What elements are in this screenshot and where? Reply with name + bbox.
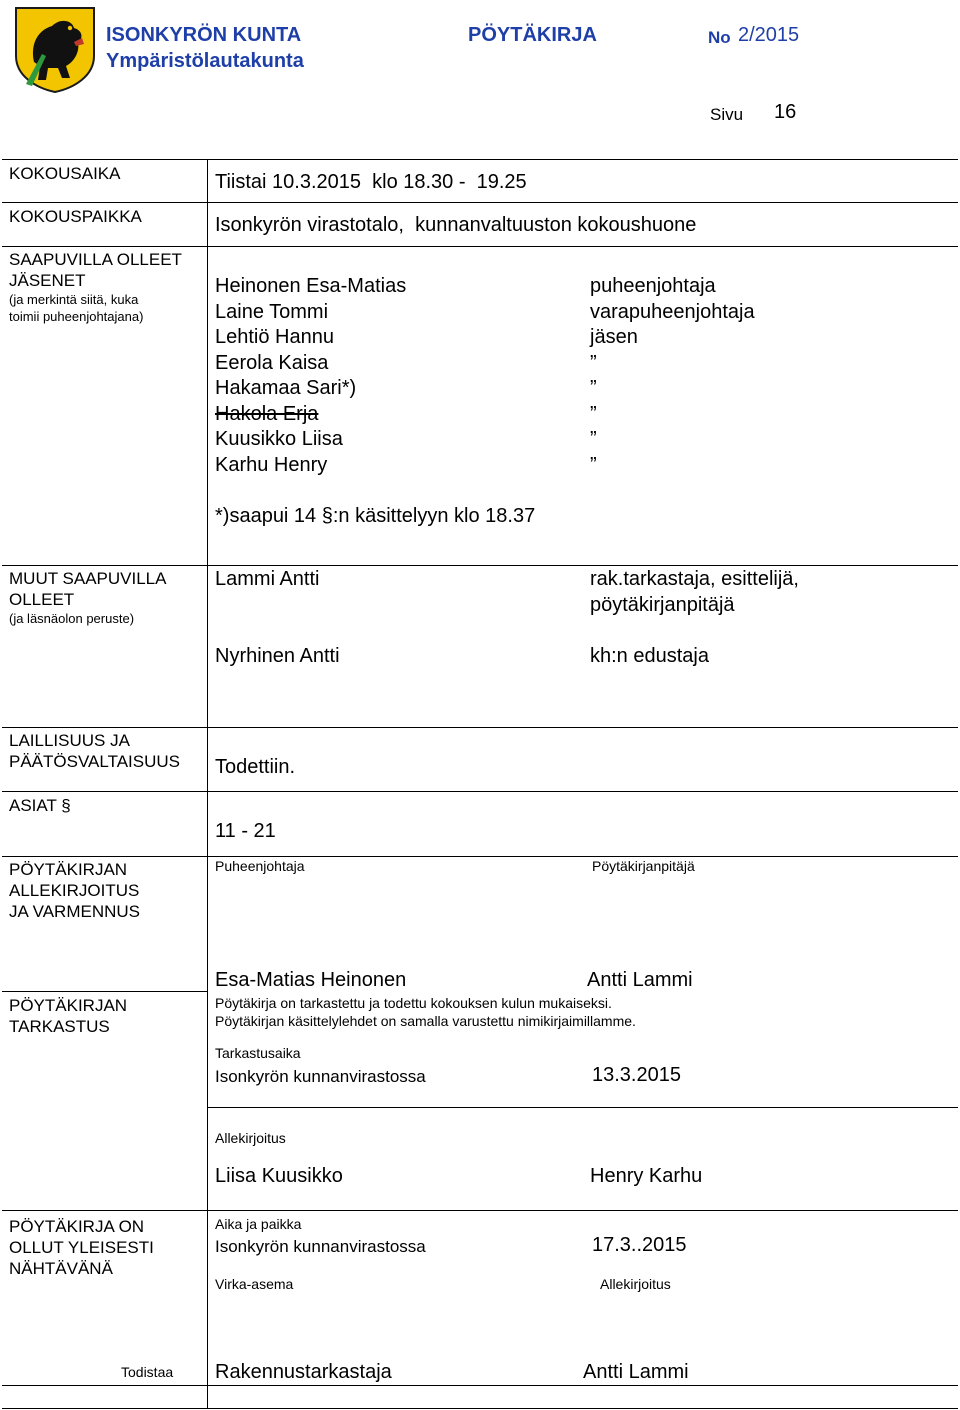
other-person-role: rak.tarkastaja, esittelijä, bbox=[590, 568, 799, 590]
doc-type: PÖYTÄKIRJA bbox=[468, 24, 597, 46]
members-label-note1: (ja merkintä siitä, kuka bbox=[9, 292, 139, 307]
public-label bbox=[9, 1216, 154, 1279]
member-role: ” bbox=[590, 428, 597, 450]
secretary-caption: Pöytäkirjanpitäjä bbox=[592, 858, 695, 874]
review-signature-caption: Allekirjoitus bbox=[215, 1130, 286, 1146]
public-date: 17.3..2015 bbox=[592, 1234, 687, 1256]
other-person-role: kh:n edustaja bbox=[590, 645, 709, 667]
board-name: Ympäristölautakunta bbox=[106, 50, 304, 72]
public-signature-caption: Allekirjoitus bbox=[600, 1276, 671, 1292]
row-divider bbox=[2, 1385, 958, 1386]
legality-label bbox=[9, 730, 180, 772]
others-label-note: (ja läsnäolon peruste) bbox=[9, 611, 135, 626]
review-date: 13.3.2015 bbox=[592, 1064, 681, 1086]
others-label bbox=[9, 568, 166, 627]
meeting-time-label: KOKOUSAIKA bbox=[9, 164, 121, 183]
signing-label-line1: PÖYTÄKIRJAN bbox=[9, 860, 128, 879]
member-role: ” bbox=[590, 453, 597, 476]
row-divider bbox=[2, 202, 958, 203]
doc-number: 2/2015 bbox=[738, 24, 800, 46]
legality-label-line1: LAILLISUUS JA bbox=[9, 731, 130, 750]
signing-label bbox=[9, 859, 140, 922]
meeting-time-value: Tiistai 10.3.2015 klo 18.30 - 19.25 bbox=[215, 171, 527, 193]
row-divider bbox=[207, 1107, 958, 1108]
member-role: jäsen bbox=[590, 326, 638, 348]
certifies-label: Todistaa bbox=[121, 1364, 174, 1380]
other-person-name: Nyrhinen Antti bbox=[215, 645, 340, 667]
member-role: ” bbox=[590, 377, 597, 399]
certifier-name: Antti Lammi bbox=[583, 1361, 689, 1383]
members-label bbox=[9, 249, 182, 325]
public-label-line2: OLLUT YLEISESTI bbox=[9, 1238, 154, 1257]
review-time-caption: Tarkastusaika bbox=[215, 1045, 301, 1061]
member-name: Eerola Kaisa bbox=[215, 351, 329, 374]
other-person-name: Lammi Antti bbox=[215, 568, 320, 590]
matters-label: ASIAT § bbox=[9, 796, 71, 815]
signing-label-line2: ALLEKIRJOITUS bbox=[9, 881, 140, 900]
certifier-position: Rakennustarkastaja bbox=[215, 1361, 392, 1383]
chair-name: Esa-Matias Heinonen bbox=[215, 969, 407, 991]
public-label-line1: PÖYTÄKIRJA ON bbox=[9, 1217, 145, 1236]
row-divider bbox=[2, 856, 958, 857]
members-label-line1: SAAPUVILLA OLLEET bbox=[9, 250, 182, 269]
member-name: Lehtiö Hannu bbox=[215, 326, 334, 348]
row-divider bbox=[2, 1408, 958, 1409]
public-time-place-caption: Aika ja paikka bbox=[215, 1216, 302, 1232]
secretary-name: Antti Lammi bbox=[587, 969, 693, 991]
review-place: Isonkyrön kunnanvirastossa bbox=[215, 1067, 426, 1086]
others-label-line2: OLLEET bbox=[9, 590, 75, 609]
review-statement: Pöytäkirja on tarkastettu ja todettu kokouksen kulun mukaiseksi. bbox=[215, 995, 612, 1011]
member-names bbox=[215, 274, 406, 478]
members-label-note2: toimii puheenjohtajana) bbox=[9, 309, 144, 324]
others-label-line1: MUUT SAAPUVILLA bbox=[9, 569, 167, 588]
legality-label-line2: PÄÄTÖSVALTAISUUS bbox=[9, 752, 180, 771]
page-number: 16 bbox=[774, 101, 797, 123]
member-role: varapuheenjohtaja bbox=[590, 300, 755, 323]
row-divider bbox=[2, 565, 958, 566]
legality-value: Todettiin. bbox=[215, 756, 296, 778]
review-label bbox=[9, 995, 127, 1037]
signing-label-line3: JA VARMENNUS bbox=[9, 902, 140, 921]
review-statement-cont: Pöytäkirjan käsittelylehdet on samalla varustettu nimikirjaimillamme. bbox=[215, 1013, 636, 1029]
member-name-absent: Hakola Erja bbox=[215, 402, 319, 425]
matters-value: 11 - 21 bbox=[215, 820, 276, 842]
member-name: Hakamaa Sari*) bbox=[215, 377, 357, 399]
position-caption: Virka-asema bbox=[215, 1276, 294, 1292]
meeting-place-value: Isonkyrön virastotalo, kunnanvaltuuston kokoushuone bbox=[215, 214, 697, 236]
review-label-line1: PÖYTÄKIRJAN bbox=[9, 996, 128, 1015]
member-name: Kuusikko Liisa bbox=[215, 428, 343, 450]
meeting-place-label: KOKOUSPAIKKA bbox=[9, 207, 142, 226]
public-place: Isonkyrön kunnanvirastossa bbox=[215, 1237, 426, 1256]
member-role: ” bbox=[590, 351, 597, 374]
member-name: Heinonen Esa-Matias bbox=[215, 275, 407, 297]
review-label-line2: TARKASTUS bbox=[9, 1017, 110, 1036]
doc-number-label: No bbox=[708, 28, 731, 47]
row-divider bbox=[2, 159, 958, 160]
row-divider bbox=[2, 991, 208, 992]
municipal-crest bbox=[12, 4, 98, 94]
org-name: ISONKYRÖN KUNTA bbox=[106, 24, 302, 46]
chair-caption: Puheenjohtaja bbox=[215, 858, 305, 874]
members-footnote: *)saapui 14 §:n käsittelyyn klo 18.37 bbox=[215, 505, 536, 527]
row-divider bbox=[2, 727, 958, 728]
member-name: Laine Tommi bbox=[215, 300, 329, 323]
public-label-line3: NÄHTÄVÄNÄ bbox=[9, 1259, 113, 1278]
member-name: Karhu Henry bbox=[215, 453, 328, 476]
reviewer-name: Liisa Kuusikko bbox=[215, 1165, 343, 1187]
page-label: Sivu bbox=[710, 105, 744, 124]
row-divider bbox=[2, 1210, 958, 1211]
member-role: ” bbox=[590, 402, 597, 425]
member-roles bbox=[590, 274, 755, 478]
row-divider bbox=[2, 791, 958, 792]
row-divider bbox=[2, 246, 958, 247]
table-vertical-divider bbox=[207, 159, 208, 1409]
other-person-role-cont: pöytäkirjanpitäjä bbox=[590, 594, 735, 616]
member-role: puheenjohtaja bbox=[590, 275, 716, 297]
members-label-line2: JÄSENET bbox=[9, 271, 86, 290]
reviewer-name: Henry Karhu bbox=[590, 1165, 703, 1187]
